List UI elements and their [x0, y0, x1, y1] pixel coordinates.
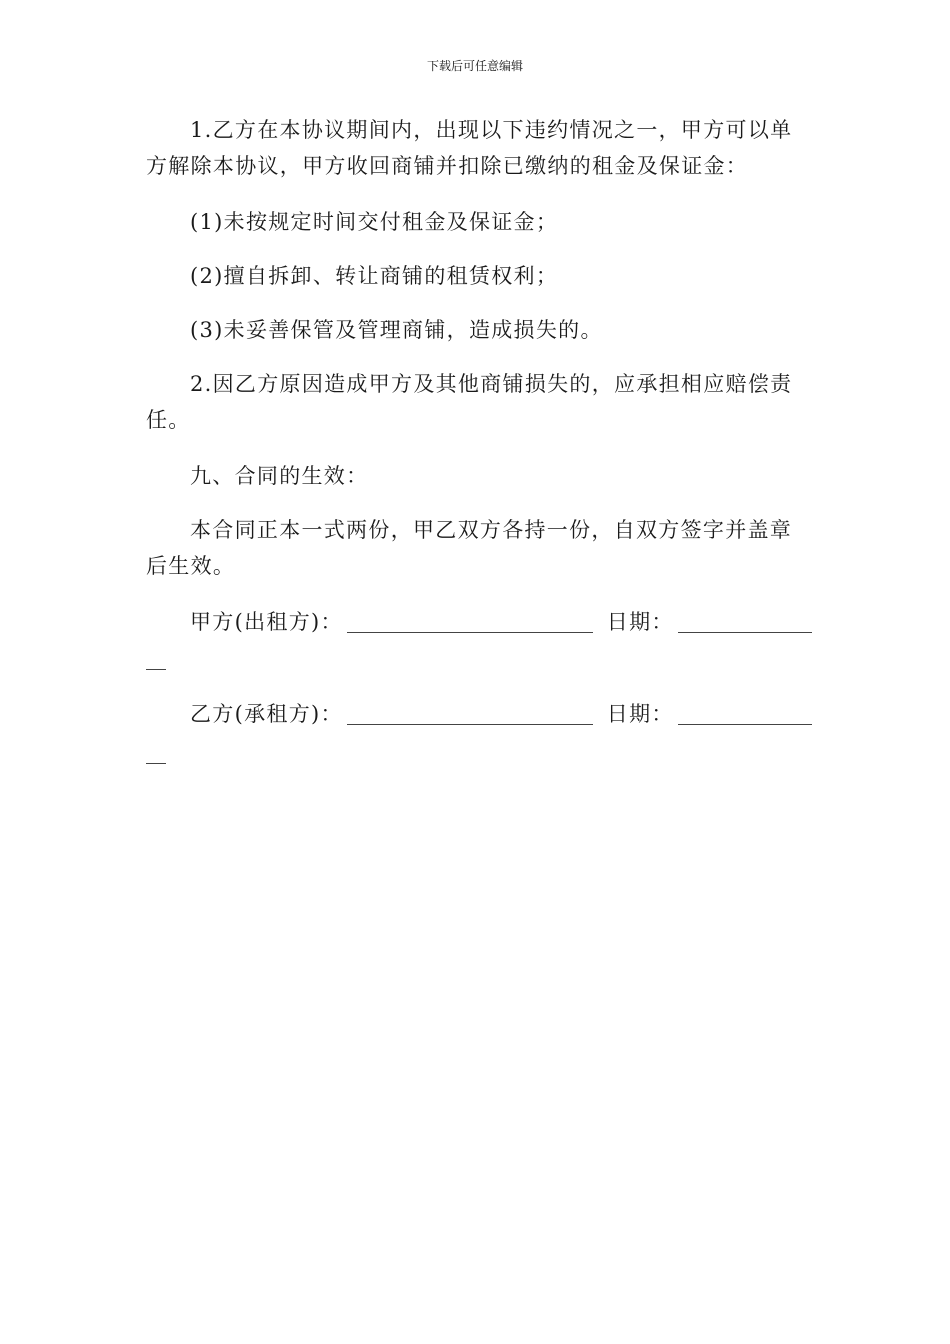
paragraph-compensation: 2.因乙方原因造成甲方及其他商铺损失的，应承担相应赔偿责任。	[146, 372, 793, 432]
paragraph-item-3: (3)未妥善保管及管理商铺，造成损失的。	[190, 318, 603, 342]
paragraph-item-1: (1)未按规定时间交付租金及保证金；	[190, 210, 559, 234]
party-b-date-label: 日期：	[606, 702, 674, 726]
party-a-date-blank-continuation	[146, 669, 166, 670]
party-a-signature-blank[interactable]	[347, 610, 593, 633]
party-a-date-label: 日期：	[606, 610, 674, 634]
paragraph-breach-clause: 1.乙方在本协议期间内，出现以下违约情况之一，甲方可以单方解除本协议，甲方收回商铺并扣除已缴纳的租金及保证金：	[146, 118, 793, 178]
party-a-label: 甲方(出租方)：	[190, 610, 343, 634]
signature-line-party-b	[190, 696, 812, 732]
section-heading-effectiveness: 九、合同的生效：	[190, 464, 369, 488]
party-b-date-blank[interactable]	[678, 702, 812, 725]
party-a-date-blank[interactable]	[678, 610, 812, 633]
paragraph-item-2: (2)擅自拆卸、转让商铺的租赁权利；	[190, 264, 559, 288]
party-b-label: 乙方(承租方)：	[190, 702, 343, 726]
party-b-signature-blank[interactable]	[347, 702, 593, 725]
paragraph-effectiveness: 本合同正本一式两份，甲乙双方各持一份，自双方签字并盖章后生效。	[146, 518, 793, 578]
page-header-note: 下载后可任意编辑	[426, 59, 523, 73]
signature-line-party-a	[190, 604, 812, 640]
party-b-date-blank-continuation	[146, 763, 166, 764]
